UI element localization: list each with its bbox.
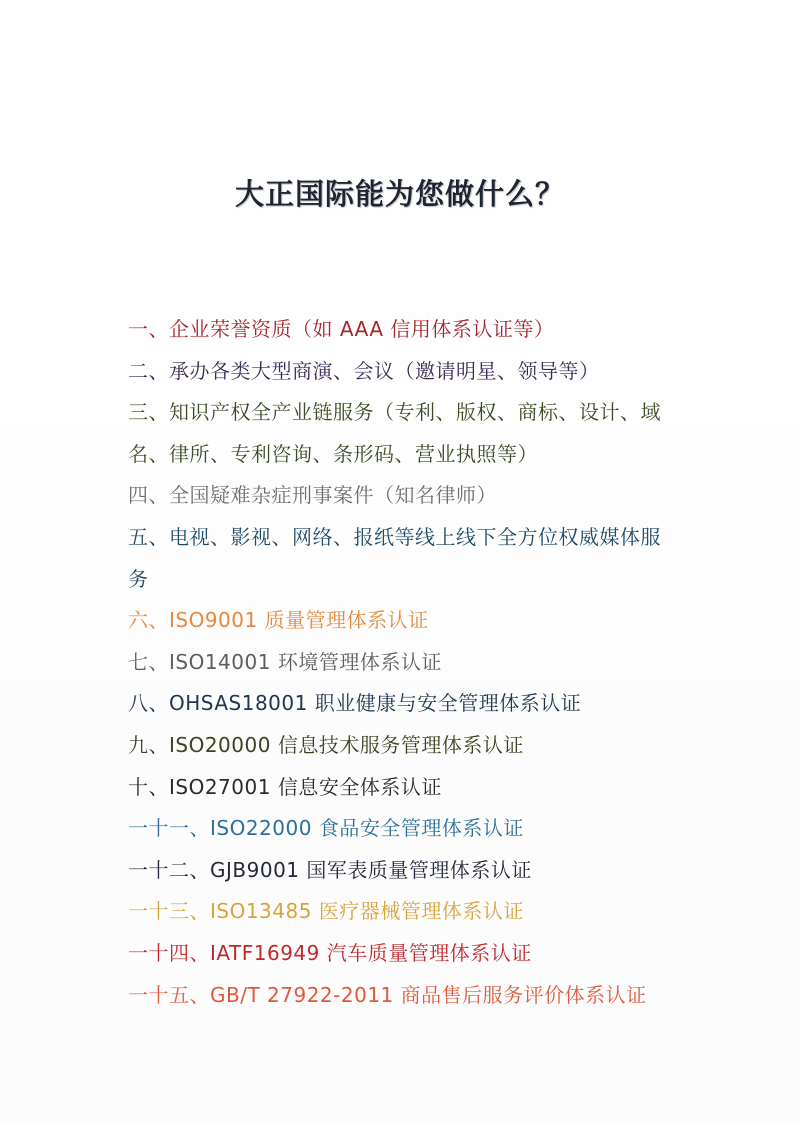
list-item-text: 一十三、ISO13485 医疗器械管理体系认证: [128, 899, 524, 924]
list-item-text: 一、企业荣誉资质（如 AAA 信用体系认证等）: [128, 317, 555, 341]
list-item-text-continued: 名、律所、专利咨询、条形码、营业执照等）: [128, 441, 538, 466]
list-item: [128, 808, 708, 850]
list-item-text: 九、ISO20000 信息技术服务管理体系认证: [128, 732, 524, 757]
list-item: [128, 600, 708, 642]
list-item-text: 六、ISO9001 质量管理体系认证: [128, 608, 429, 633]
list-item-text: 十、ISO27001 信息安全体系认证: [128, 774, 442, 799]
list-item-text: 七、ISO14001 环境管理体系认证: [128, 649, 442, 674]
list-item-text: 八、OHSAS18001 职业健康与安全管理体系认证: [128, 691, 582, 716]
list-item-text: 二、承办各类大型商演、会议（邀请明星、领导等）: [128, 358, 600, 383]
list-item-text: 四、全国疑难杂症刑事案件（知名律师）: [128, 483, 497, 508]
service-list: [128, 309, 708, 1016]
list-item: [128, 517, 708, 600]
list-item-text: 五、电视、影视、网络、报纸等线上线下全方位权威媒体服: [128, 524, 661, 549]
list-item: [128, 767, 708, 809]
list-item: [128, 475, 708, 517]
list-item: [128, 933, 708, 975]
list-item: [128, 975, 708, 1017]
list-item-text-continued: 务: [128, 566, 149, 591]
list-item: [128, 850, 708, 892]
list-item: [128, 725, 708, 767]
list-item-text: 一十一、ISO22000 食品安全管理体系认证: [128, 816, 524, 841]
list-item: [128, 351, 708, 393]
list-item: [128, 891, 708, 933]
list-item: [128, 683, 708, 725]
page-title: 大正国际能为您做什么？: [234, 177, 565, 211]
list-item-text: 一十五、GB/T 27922-2011 商品售后服务评价体系认证: [128, 982, 647, 1007]
list-item: [128, 309, 708, 351]
list-item: [128, 392, 708, 475]
list-item-text: 三、知识产权全产业链服务（专利、版权、商标、设计、域: [128, 400, 661, 425]
list-item-text: 一十四、IATF16949 汽车质量管理体系认证: [128, 940, 532, 965]
list-item-text: 一十二、GJB9001 国军表质量管理体系认证: [128, 857, 532, 882]
list-item: [128, 642, 708, 684]
